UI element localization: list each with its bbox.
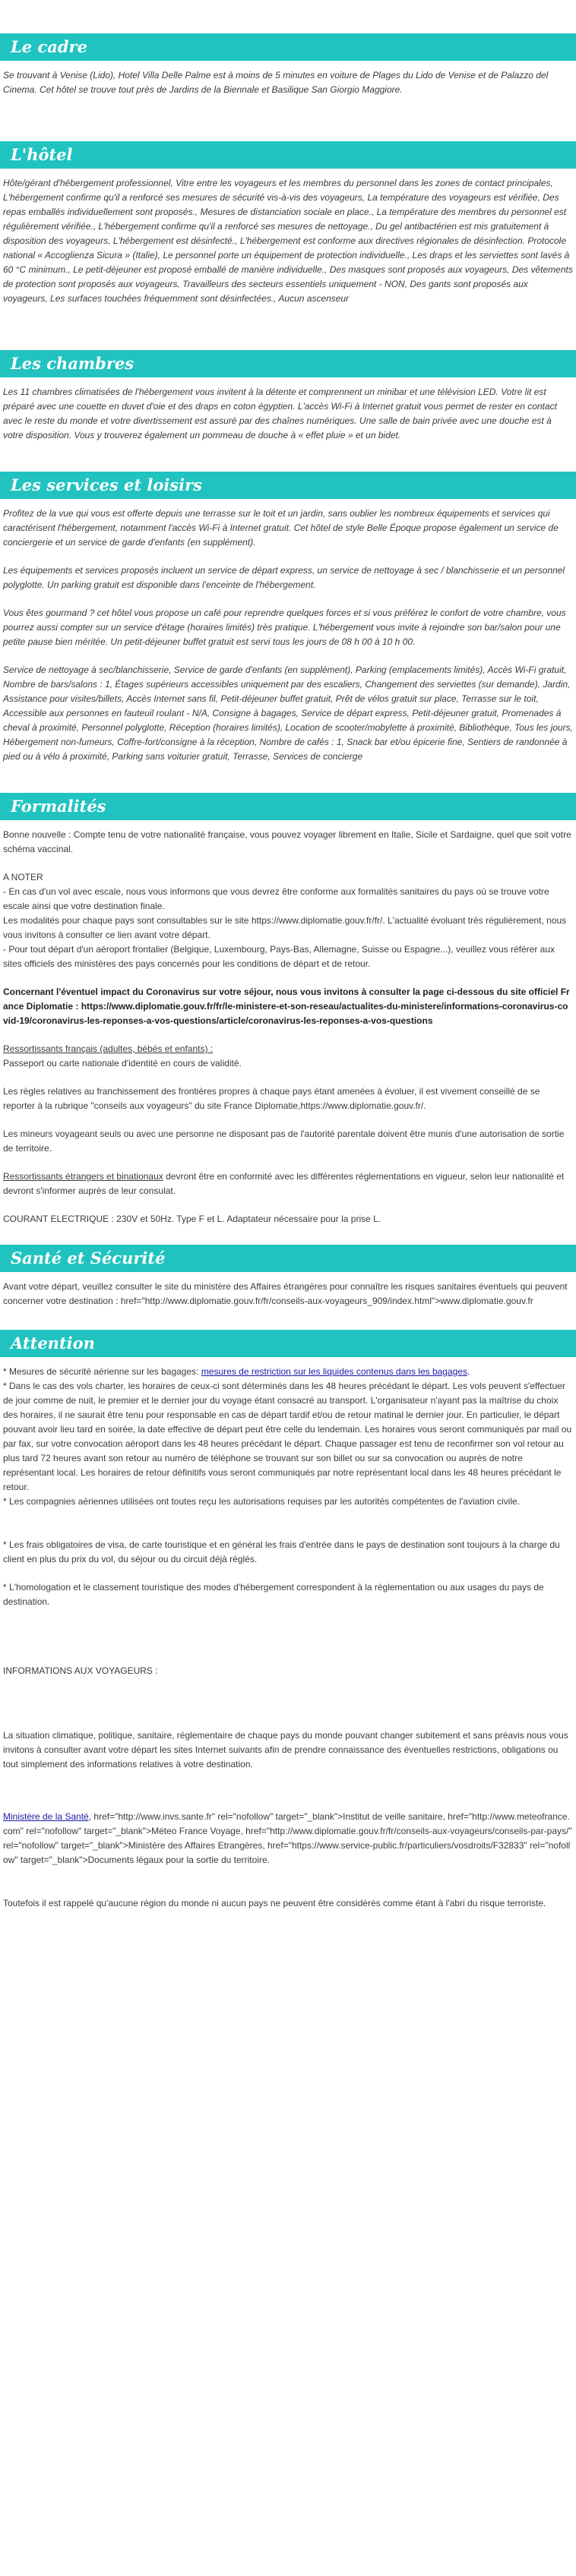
cadre-block <box>0 61 576 97</box>
useful-links-text: , href="http://www.invs.sante.fr" rel="nofollow" target="_blank">Institut de veille sanitaire, href="http://www.meteofrance.com" rel="nofollow" target="_blank">Méteo France Voyage, href="http://www.diplomatie.gouv.fr/fr/conseils-aux-voyageurs/conseils-par-pays/" rel="nofollow" target="_blank">Ministère des Affaires Etrangères, href="https://www.service-public.fr/particuliers/vosdroits/F32833" rel="nofollow" target="_blank">Documents légaux pour la sortie du territoire. <box>3 1811 572 1865</box>
services-paragraph: Vous êtes gourmand ? cet hôtel vous propose un café pour reprendre quelques forces et si vous préférez le confort de votre chambre, vous pourrez aussi compter sur un service d'étage (horaires limités) très pratique. L'hébergement vous invite à rejoindre son bar/salon pour une petite pause bien méritée. Un petit-déjeuner buffet gratuit est servi tous les jours de 08 h 00 à 10 h 00. <box>3 608 566 647</box>
foreign-nationals-heading: Ressortissants étrangers et binationaux <box>3 1171 163 1182</box>
services-block <box>0 499 576 764</box>
hotel-text: Hôte/gérant d'hébergement professionnel, Vitre entre les voyageurs et les membres du personnel dans les zones de contact principales, L'hébergement confirme qu'il a renforcé ses mesures de sécurité vis-à-vis des voyageurs, La température des voyageurs est vérifiée, Des repas emballés individuellement sont proposés., Mesures de distanciation sociale en place., La température des membres du personnel est régulièrement vérifiée., L'hébergement confirme qu'il a renforcé ses mesures de nettoyage., Du gel antibactérien est mis gratuitement à disposition des voyageurs, L'hébergement est désinfecté., L'hébergement est conforme aux directives régionales de désinfection. Protocole national « Accoglienza Sicura » (Italie), Le personnel porte un équipement de protection individuelle., Les draps et les serviettes sont lavés à 60 °C minimum., Le petit-déjeuner est proposé emballé de manière individuelle., Des masques sont proposés aux voyageurs, Des vêtements de protection sont proposés aux voyageurs, Travailleurs des secteurs essentiels uniquement - NON, Des gants sont proposés aux voyageurs, Les surfaces touchées fréquemment sont désinfectées., Aucun ascenseur <box>3 178 573 304</box>
section-title-formalites: Formalités <box>0 793 576 820</box>
section-title-services: Les services et loisirs <box>0 472 576 499</box>
anoter-line: - En cas d'un vol avec escale, nous vous informons que vous devrez être conforme aux formalités sanitaires du pays où se trouve votre escale ainsi que votre destination finale. <box>3 886 549 911</box>
luggage-suffix: . <box>467 1366 470 1377</box>
homologation-text: * L'homologation et le classement touristique des modes d'hébergement correspondent à la réglementation ou aux usages du pays de destination. <box>3 1582 544 1607</box>
foreign-nationals <box>3 1170 573 1198</box>
chambres-block <box>0 377 576 443</box>
sante-block <box>0 1272 576 1309</box>
anoter-heading: A NOTER <box>3 872 43 882</box>
chambres-text: Les 11 chambres climatisées de l'hébergement vous invitent à la détente et comprennent un minibar et une télévision LED. Votre lit est préparé avec une couette en duvet d'oie et des draps en coton égyptien. L'accès Wi-Fi à Internet gratuit vous permet de rester en contact avec le reste du monde et votre divertissement est assuré par des chaînes numériques. Une salle de bain privée avec une douche est à votre disposition. Vous y trouverez également un pommeau de douche à « effet pluie » et un bidet. <box>3 387 557 440</box>
border-rules-text: Les règles relatives au franchissement des frontières propres à chaque pays étant amenées à évoluer, il est vivement conseillé de se reporter à la rubrique "conseils aux voyageurs" du site France Diplomatie,https://www.diplomatie.gouv.fr/. <box>3 1086 540 1111</box>
electric-info: COURANT ELECTRIQUE : 230V et 50Hz. Type F et L. Adaptateur nécessaire pour la prise L. <box>3 1214 381 1224</box>
luggage-prefix: * Mesures de sécurité aérienne sur les bagages: <box>3 1366 201 1377</box>
section-title-sante: Santé et Sécurité <box>0 1245 576 1272</box>
french-nationals-heading: Ressortissants français (adultes, bébés et enfants) : <box>3 1043 214 1054</box>
sante-text: Avant votre départ, veuillez consulter le site du ministère des Affaires étrangères pour connaître les risques sanitaires éventuels qui peuvent concerner votre destination : href="http://www.diplomatie.gouv.fr/fr/conseils-aux-voyageurs_909/index.html">www.diplomatie.gouv.fr <box>3 1281 568 1306</box>
luggage-measures <box>3 1365 573 1379</box>
section-title-cadre: Le cadre <box>0 33 576 61</box>
useful-links <box>3 1810 573 1867</box>
airlines-text: * Les compagnies aériennes utilisées ont toutes reçu les autorisations requises par les autorités compétentes de l'aviation civile. <box>3 1496 520 1507</box>
foreign-nationals-text: devront être en conformité avec les différentes réglementations en vigueur, selon leur nationalité et devront s'informer auprès de leur consulat. <box>3 1171 565 1196</box>
services-paragraph: Service de nettoyage à sec/blanchisserie, Service de garde d'enfants (en supplément), Parking (emplacements limités), Accès Wi-Fi gratuit, Nombre de bars/salons : 1, Étages supérieurs accessibles uniquement par des escaliers, Changement des serviettes (sur demande), Jardin, Assistance pour visites/billets, Accès Internet sans fil, Petit-déjeuner buffet gratuit, Prêt de vélos gratuit sur place, Terrasse sur le toit, Accessible aux personnes en fauteuil roulant - N/A, Consigne à bagages, Service de départ express, Petit-déjeuner gratuit, Promenades à cheval à proximité, Personnel polyglotte, Réception (horaires limités), Location de scooter/mobylette à proximité, Bibliothèque, Tous les jours, Hébergement non-fumeurs, Coffre-fort/consigne à la réception, Nombre de cafés : 1, Snack bar et/ou épicerie fine, Sentiers de randonnée à pied ou à vélo à proximité, Parking sans voiturier gratuit, Terrasse, Services de concierge <box>3 665 573 762</box>
cadre-text: Se trouvant à Venise (Lido), Hotel Villa Delle Palme est à moins de 5 minutes en voiture de Plages du Lido de Venise et de Palazzo del Cinema. Cet hôtel se trouve tout près de Jardins de la Biennale et Basilique San Giorgio Maggiore. <box>3 70 549 95</box>
info-travellers-text: La situation climatique, politique, sanitaire, réglementaire de chaque pays du monde pouvant changer subitement et sans préavis nous vous invitons à consulter avant votre départ les sites Internet suivants afin de prendre connaissance des éventuelles restrictions, obligations ou tout simplement des informations relatives à votre destination. <box>3 1730 568 1769</box>
attention-block <box>0 1357 576 1911</box>
section-title-chambres: Les chambres <box>0 350 576 377</box>
visa-fees-text: * Les frais obligatoires de visa, de carte touristique et en général les frais d'entrée dans le pays de destination sont toujours à la charge du client en plus du prix du vol, du séjour ou du circuit déjà réglés. <box>3 1539 560 1564</box>
minors-text: Les mineurs voyageant seuls ou avec une personne ne disposant pas de l'autorité parentale doivent être munis d'une autorisation de sortie de territoire. <box>3 1129 565 1154</box>
hotel-block <box>0 169 576 306</box>
formalites-block <box>0 820 576 1226</box>
french-nationals-text: Passeport ou carte nationale d'identité en cours de validité. <box>3 1058 242 1069</box>
section-title-attention: Attention <box>0 1330 576 1357</box>
health-ministry-link[interactable]: Ministère de la Santé <box>3 1811 89 1822</box>
services-paragraph: Les équipements et services proposés incluent un service de départ express, un service de nettoyage à sec / blanchisserie et un personnel polyglotte. Un parking gratuit est disponible dans l'enceinte de l'hébergement. <box>3 565 565 590</box>
info-travellers-heading: INFORMATIONS AUX VOYAGEURS : <box>3 1665 158 1676</box>
liquids-restriction-link[interactable]: mesures de restriction sur les liquides contenus dans les bagages <box>201 1366 468 1377</box>
formalites-intro: Bonne nouvelle : Compte tenu de votre nationalité française, vous pouvez voyager librement en Italie, Sicile et Sardaigne, quel que soit votre schéma vaccinal. <box>3 829 571 854</box>
services-paragraph: Profitez de la vue qui vous est offerte depuis une terrasse sur le toit et un jardin, sans oublier les nombreux équipements et services qui caractérisent l'hébergement, notamment l'accès Wi-Fi à Internet gratuit. Cet hôtel de style Belle Époque propose également un service de conciergerie et un service de garde d'enfants (en supplément). <box>3 508 559 548</box>
terrorism-notice: Toutefois il est rappelé qu'aucune région du monde ni aucun pays ne peuvent être considérés comme étant à l'abri du risque terroriste. <box>3 1898 546 1908</box>
anoter-line: - Pour tout départ d'un aéroport frontalier (Belgique, Luxembourg, Pays-Bas, Allemagne, Suisse ou Espagne...), veuillez vous référer aux sites officiels des ministères des pays concernés pour les conditions de départ et de retour. <box>3 944 555 969</box>
covid-notice: Concernant l'éventuel impact du Coronavirus sur votre séjour, nous vous invitons à consulter la page ci-dessous du site officiel France Diplomatie : https://www.diplomatie.gouv.fr/fr/le-ministere-et-son-reseau/actualites-du-ministere/informations-coronavirus-covid-19/coronavirus-les-reponses-a-vos-questions/article/coronavirus-les-reponses-a-vos-questions <box>3 987 570 1026</box>
anoter-line: Les modalités pour chaque pays sont consultables sur le site https://www.diplomatie.gouv.fr/fr/. L'actualité évoluant très régulièrement, nous vous invitons à consulter ce lien avant votre départ. <box>3 915 567 940</box>
charter-flights-text: * Dans le cas des vols charter, les horaires de ceux-ci sont déterminés dans les 48 heures précédant le départ. Les vols peuvent s'effectuer de jour comme de nuit, le premier et le dernier jour du voyage étant consacré au transport. L'organisateur n'ayant pas la maîtrise du choix des horaires, il ne saurait être tenu pour responsable en cas de départ tardif et/ou de retour matinal le dernier jour. En particulier, le départ pouvant avoir lieu tard en soirée, la date effective de départ peut être celle du lendemain. Les horaires vous seront communiqués par mail ou par fax, sur votre convocation aéroport dans les 48 heures précédant le départ. Chaque passager est tenu de reconfirmer son vol retour au plus tard 72 heures avant son retour au numéro de téléphone se trouvant sur son billet ou sur sa convocation ou auprès de notre représentant local. Les horaires de retour définitifs vous seront communiqués par notre représentant local dans les 48 heures précédant le retour. <box>3 1381 572 1492</box>
section-title-hotel: L'hôtel <box>0 141 576 169</box>
